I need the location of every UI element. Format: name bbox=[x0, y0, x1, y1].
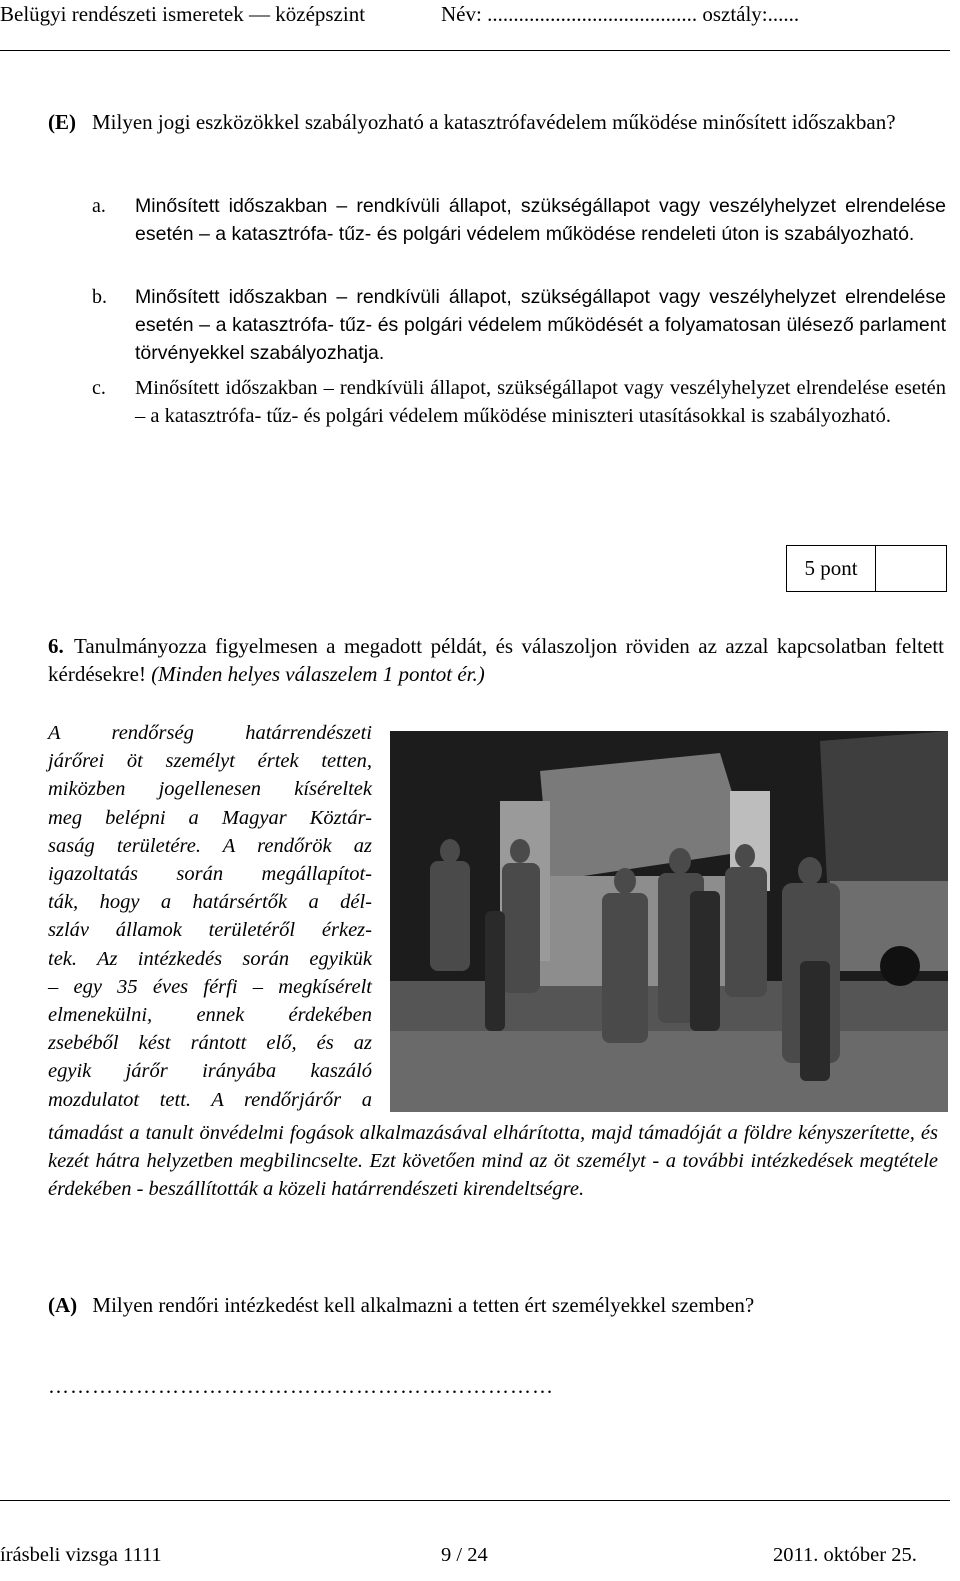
footer-divider bbox=[0, 1500, 950, 1501]
question-e bbox=[48, 108, 944, 136]
question-6-text: Tanulmányozza figyelmesen a megadott példát, és válaszoljon röviden az azzal kapcsolatban feltett kérdésekre! bbox=[48, 634, 944, 686]
story-line: járőrei öt személyt értek tetten, bbox=[48, 750, 372, 773]
exam-date: 2011. október 25. bbox=[773, 1544, 917, 1566]
option-b-letter: b. bbox=[92, 286, 107, 308]
footer-exam-code: írásbeli vizsga 1111 bbox=[0, 1544, 162, 1566]
story-line: zsebéből kést rántott elő, és az bbox=[48, 1032, 372, 1055]
question-6 bbox=[48, 632, 944, 688]
question-6-number: 6. bbox=[48, 634, 64, 658]
story-line: ták, hogy a határsértők a dél- bbox=[48, 891, 372, 914]
option-a-text: Minősített időszakban – rendkívüli állapot, szükségállapot vagy veszélyhelyzet elrendelése esetén – a katasztrófa- tűz- és polgári védelem működése rendeleti úton is szabályozható. bbox=[135, 195, 946, 245]
score-box bbox=[786, 545, 947, 592]
question-e-text: Milyen jogi eszközökkel szabályozható a katasztrófavédelem működése minősített időszakban? bbox=[92, 110, 896, 134]
story-line: elmenekülni, ennek érdekében bbox=[48, 1004, 372, 1027]
story-side-text bbox=[48, 719, 372, 1114]
story-line: tek. Az intézkedés során egyikük bbox=[48, 947, 372, 970]
story-line: A rendőrség határrendészeti bbox=[48, 722, 372, 744]
story-continuation: támadást a tanult önvédelmi fogások alkalmazásával elhárította, majd támadóját a földre kényszerítette, és kezét hátra helyzetben megbilincselte. Ezt követően mind az öt személyt - a további intézkedések megtétele érdekében - beszállították a közeli határrendészeti kirendeltségre. bbox=[48, 1122, 938, 1201]
answer-line[interactable]: …………………………………………………………… bbox=[48, 1374, 554, 1398]
header-divider bbox=[0, 50, 950, 51]
question-a-text: Milyen rendőri intézkedést kell alkalmazni a tetten ért személyekkel szemben? bbox=[92, 1293, 755, 1317]
border-police-photo bbox=[390, 731, 948, 1112]
story-line: egyik járőr irányába kaszáló bbox=[48, 1060, 372, 1083]
score-entry[interactable] bbox=[876, 546, 946, 591]
option-b-text: Minősített időszakban – rendkívüli állapot, szükségállapot vagy veszélyhelyzet elrendelése esetén – a katasztrófa- tűz- és polgári védelem működését a folyamatosan ülésező parlament törvényekkel szabályozhatja. bbox=[135, 286, 946, 364]
question-a-label: (A) bbox=[48, 1293, 78, 1317]
question-a bbox=[48, 1291, 944, 1319]
story-line: mozdulatot tett. A rendőrjárőr a bbox=[48, 1088, 372, 1111]
story-line: igazoltatás során megállapítot- bbox=[48, 863, 372, 886]
story-line: – egy 35 éves férfi – megkísérelt bbox=[48, 975, 372, 998]
option-c-text: Minősített időszakban – rendkívüli állapot, szükségállapot vagy veszélyhelyzet elrendelése esetén – a katasztrófa- tűz- és polgári védelem működése miniszteri utasításokkal is szabályozható. bbox=[135, 377, 946, 427]
option-b bbox=[92, 283, 946, 367]
story-line: saság területére. A rendőrök az bbox=[48, 834, 372, 857]
story-line: meg belépni a Magyar Köztár- bbox=[48, 806, 372, 829]
page-number: 9 / 24 bbox=[441, 1544, 488, 1566]
option-c-letter: c. bbox=[92, 377, 106, 399]
name-class-field[interactable]: Név: ........................................ osztály:...... bbox=[441, 2, 800, 26]
score-label: 5 pont bbox=[787, 546, 876, 591]
question-e-label: (E) bbox=[48, 110, 76, 134]
exam-title: Belügyi rendészeti ismeretek — középszint bbox=[0, 2, 366, 26]
photo-illustration bbox=[390, 731, 948, 1112]
option-c bbox=[92, 374, 946, 430]
story-line: miközben jogellenesen kíséreltek bbox=[48, 778, 372, 801]
story-line: szláv államok területéről érkez- bbox=[48, 919, 372, 942]
option-a-letter: a. bbox=[92, 195, 106, 217]
question-6-note: (Minden helyes válaszelem 1 pontot ér.) bbox=[151, 662, 485, 686]
option-a bbox=[92, 192, 946, 248]
